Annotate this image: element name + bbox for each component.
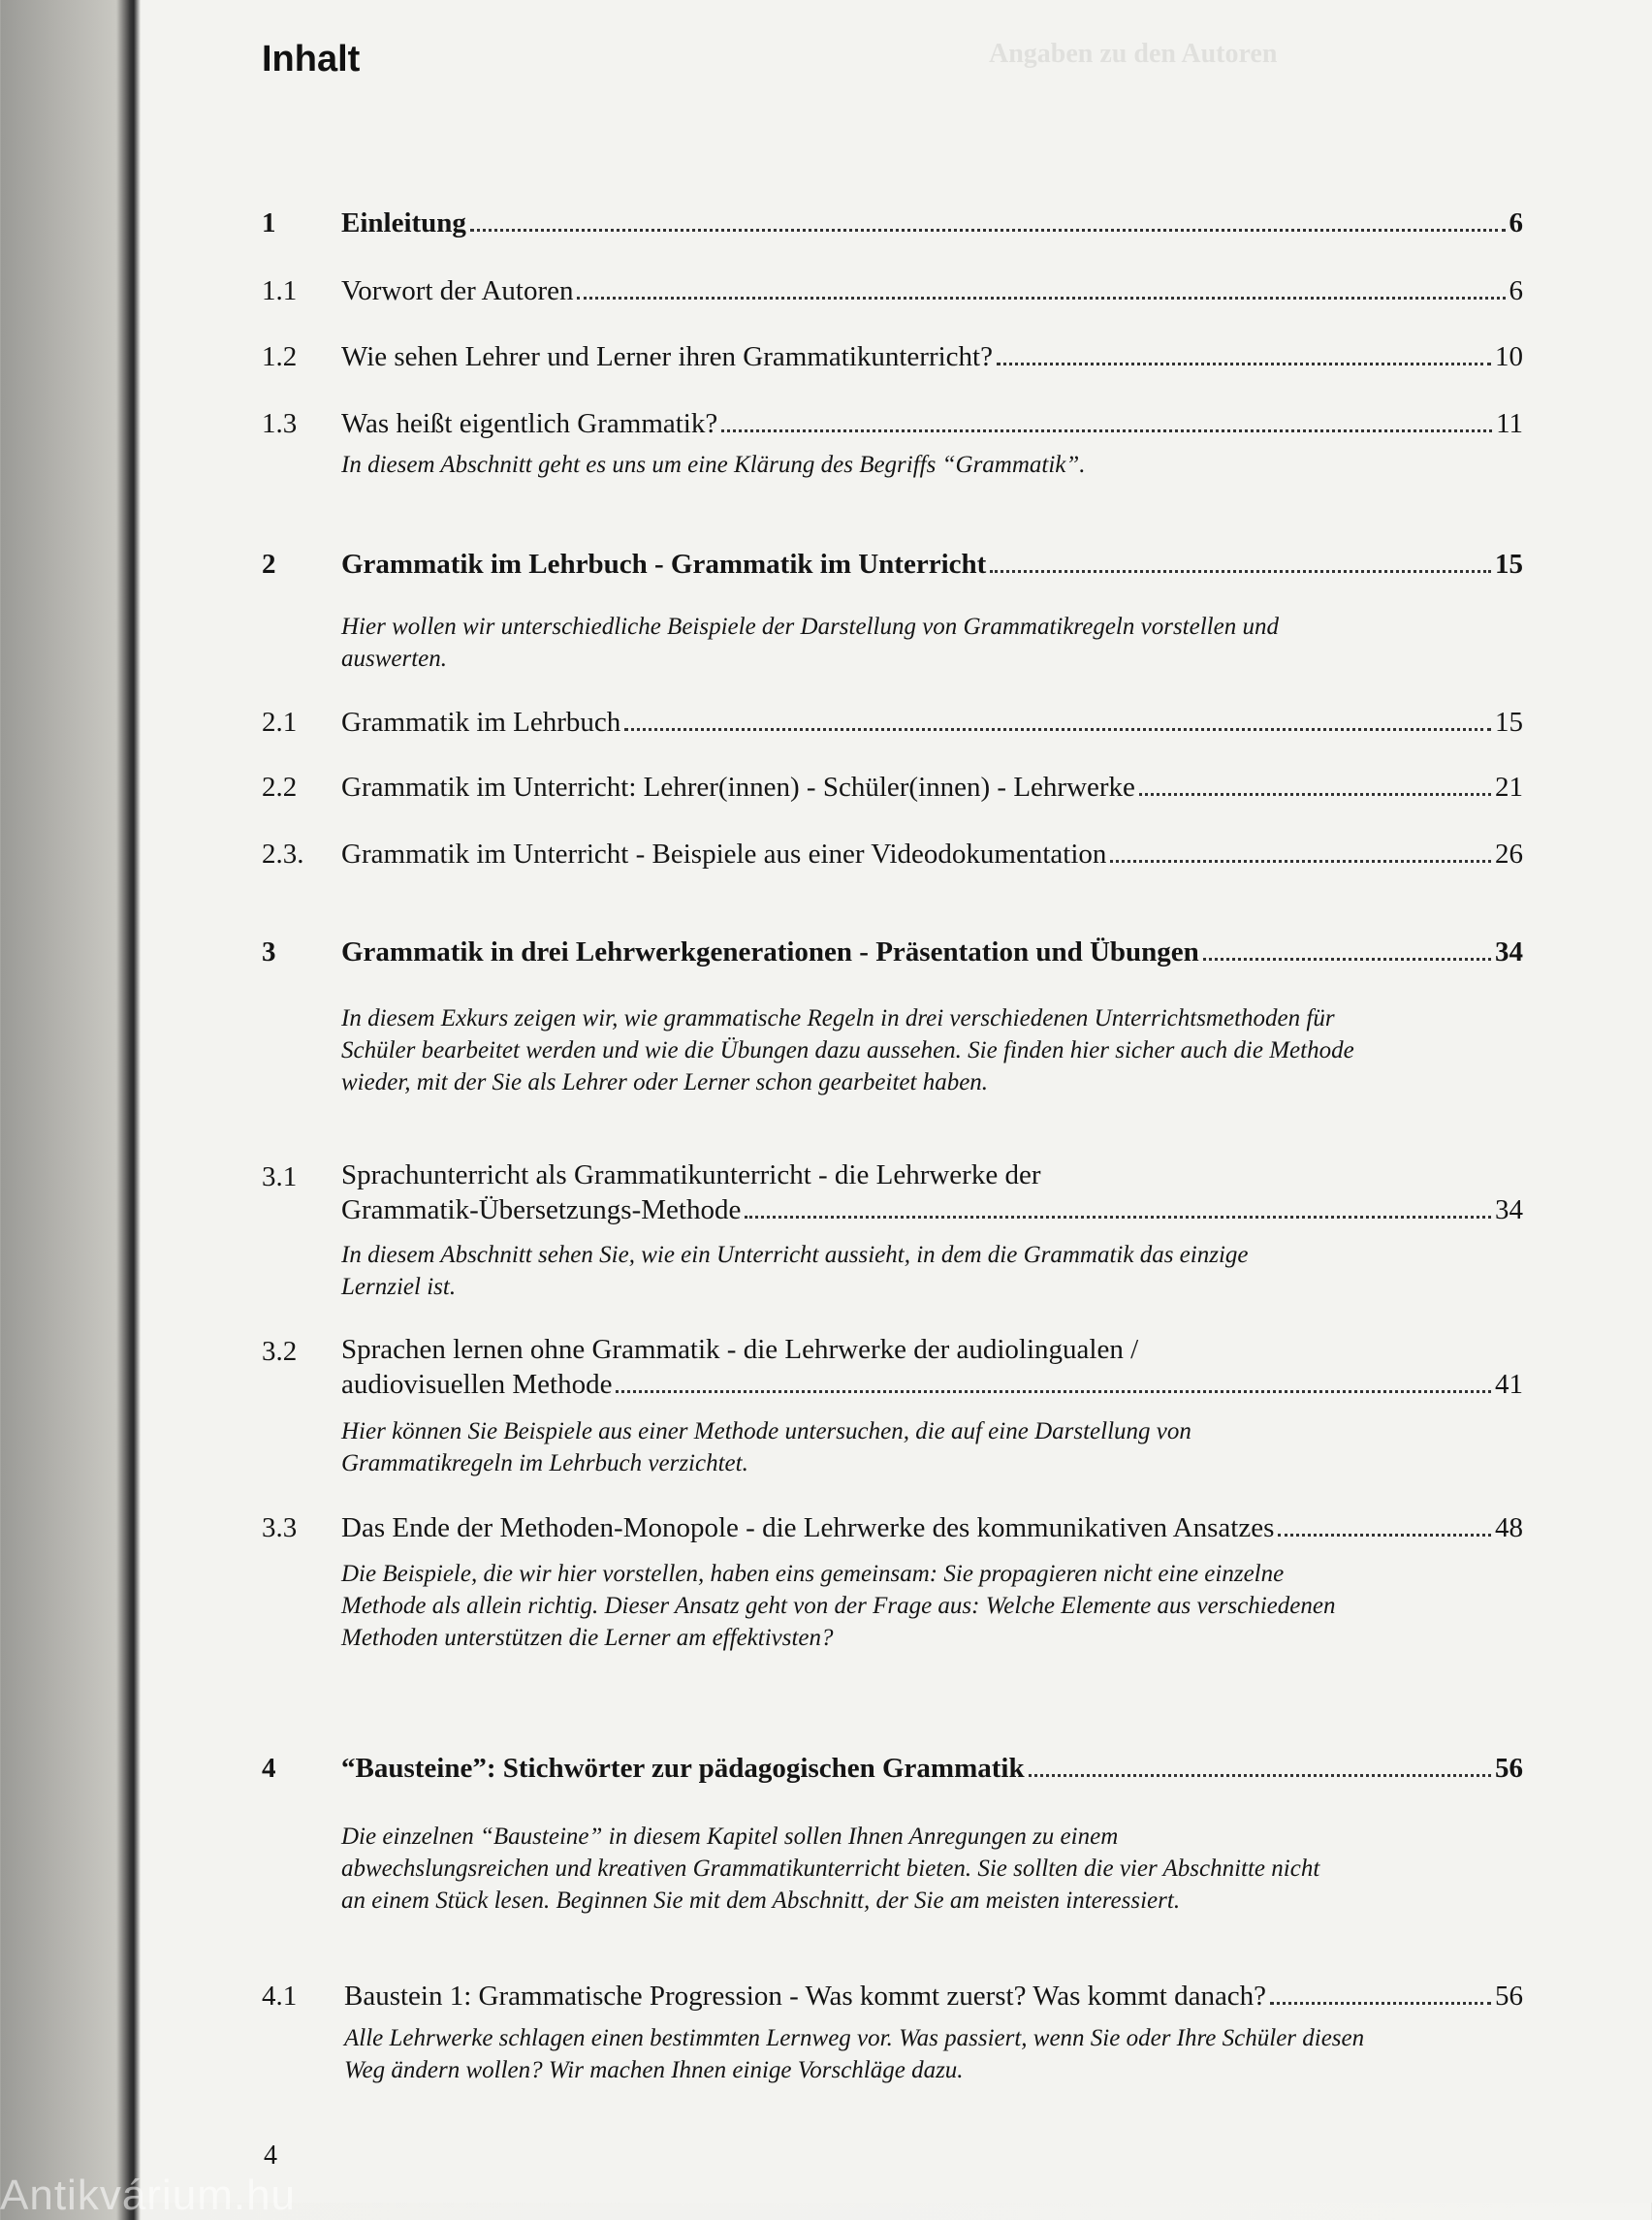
toc-title: Baustein 1: Grammatische Progression - Was kommt zuerst? Was kommt danach? <box>344 1981 1267 2012</box>
toc-description: Hier wollen wir unterschiedliche Beispiele der Darstellung von Grammatikregeln vorstellen und auswerten. <box>341 614 1279 672</box>
toc-number: 1.2 <box>262 341 298 372</box>
toc-number: 3.2 <box>262 1336 298 1367</box>
toc-title: Was heißt eigentlich Grammatik? <box>341 408 718 439</box>
toc-title: Grammatik im Unterricht - Beispiele aus einer Videodokumentation <box>341 839 1107 870</box>
toc-description: In diesem Abschnitt sehen Sie, wie ein Unterricht aussieht, in dem die Grammatik das einzige Lernziel ist. <box>341 1242 1249 1300</box>
page-title: Inhalt <box>262 39 361 79</box>
toc-page: 11 <box>1496 408 1523 439</box>
toc-number: 1 <box>262 207 276 238</box>
toc-entry <box>341 206 1523 240</box>
toc-title: Grammatik im Unterricht: Lehrer(innen) - Schüler(innen) - Lehrwerke <box>341 772 1135 803</box>
toc-entry <box>341 1510 1523 1545</box>
leader-dots <box>1139 793 1491 796</box>
leader-dots <box>990 570 1491 573</box>
toc-page: 15 <box>1495 549 1523 580</box>
toc-title: Das Ende der Methoden-Monopole - die Lehrwerke des kommunikativen Ansatzes <box>341 1512 1275 1543</box>
toc-page: 6 <box>1509 275 1523 306</box>
toc-page: 21 <box>1495 772 1523 803</box>
leader-dots <box>577 297 1505 300</box>
page-number: 4 <box>264 2141 277 2171</box>
toc-page: 34 <box>1495 936 1523 967</box>
toc-number: 3.1 <box>262 1161 298 1192</box>
toc-entry <box>341 1192 1523 1227</box>
toc-title: Wie sehen Lehrer und Lerner ihren Grammatikunterricht? <box>341 341 993 372</box>
toc-entry <box>341 770 1523 805</box>
toc-page: 15 <box>1495 707 1523 738</box>
toc-number: 4.1 <box>262 1981 298 2012</box>
toc-number: 3 <box>262 936 276 967</box>
leader-dots <box>1270 2002 1491 2005</box>
toc-number: 2.3. <box>262 839 304 870</box>
toc-entry <box>341 935 1523 969</box>
toc-entry <box>341 273 1523 308</box>
toc-title: audiovisuellen Methode <box>341 1369 613 1400</box>
toc-page: 48 <box>1495 1512 1523 1543</box>
toc-title: Grammatik im Lehrbuch <box>341 707 621 738</box>
toc-title-line: Sprachen lernen ohne Grammatik - die Lehrwerke der audiolingualen / <box>341 1334 1139 1365</box>
leader-dots <box>616 1390 1491 1393</box>
toc-number: 4 <box>262 1753 276 1784</box>
leader-dots <box>721 429 1492 432</box>
toc-description: Hier können Sie Beispiele aus einer Methode untersuchen, die auf eine Darstellung von Grammatikregeln im Lehrbuch verzichtet. <box>341 1418 1191 1476</box>
toc-title: “Bausteine”: Stichwörter zur pädagogischen Grammatik <box>341 1753 1025 1784</box>
toc-page: 56 <box>1495 1981 1523 2012</box>
toc-number: 1.3 <box>262 408 298 439</box>
watermark: Antikvárium.hu <box>0 2172 297 2219</box>
toc-page: 56 <box>1495 1753 1523 1784</box>
toc-title-line: Sprachunterricht als Grammatikunterricht - die Lehrwerke der <box>341 1159 1041 1190</box>
leader-dots <box>470 229 1506 232</box>
leader-dots <box>1278 1534 1491 1537</box>
leader-dots <box>624 728 1491 731</box>
leader-dots <box>1110 860 1491 863</box>
toc-page: 10 <box>1495 341 1523 372</box>
bleed-through-text: Angaben zu den Autoren <box>989 39 1278 69</box>
toc-entry <box>341 705 1523 740</box>
toc-description: Die Beispiele, die wir hier vorstellen, haben eins gemeinsam: Sie propagieren nicht eine einzelne Methode als allein richtig. Dieser Ansatz geht von der Frage aus: Welche Elemente aus verschiedenen Methoden unterstützen die Lerner am effektivsten? <box>341 1561 1336 1651</box>
leader-dots <box>1203 958 1491 961</box>
toc-entry <box>344 1979 1523 2014</box>
toc-number: 2.1 <box>262 707 298 738</box>
toc-description: In diesem Exkurs zeigen wir, wie grammatische Regeln in drei verschiedenen Unterrichtsmethoden für Schüler bearbeitet werden und wie die Übungen dazu aussehen. Sie finden hier sicher auch die Methode wieder, mit der Sie als Lehrer oder Lerner schon gearbeitet haben. <box>341 1005 1354 1095</box>
toc-entry <box>341 837 1523 872</box>
toc-title: Grammatik im Lehrbuch - Grammatik im Unterricht <box>341 549 987 580</box>
toc-page: 34 <box>1495 1194 1523 1225</box>
leader-dots <box>745 1216 1491 1219</box>
toc-number: 2.2 <box>262 772 298 803</box>
toc-entry <box>341 339 1523 374</box>
toc-entry <box>341 547 1523 582</box>
toc-entry <box>341 1751 1523 1786</box>
toc-description: Die einzelnen “Bausteine” in diesem Kapitel sollen Ihnen Anregungen zu einem abwechslungsreichen und kreativen Grammatikunterricht bieten. Sie sollten die vier Abschnitte nicht an einem Stück lesen. Beginnen Sie mit dem Abschnitt, der Sie am meisten interessiert. <box>341 1824 1320 1914</box>
toc-page: 26 <box>1495 839 1523 870</box>
toc-number: 1.1 <box>262 275 298 306</box>
toc-number: 2 <box>262 549 276 580</box>
toc-entry <box>341 406 1523 441</box>
leader-dots <box>997 363 1491 365</box>
toc-page: 41 <box>1495 1369 1523 1400</box>
leader-dots <box>1029 1774 1491 1777</box>
toc-description: Alle Lehrwerke schlagen einen bestimmten Lernweg vor. Was passiert, wenn Sie oder Ihre Schüler diesen Weg ändern wollen? Wir machen Ihnen einige Vorschläge dazu. <box>344 2025 1365 2083</box>
toc-page: 6 <box>1509 207 1523 238</box>
toc-entry <box>341 1367 1523 1402</box>
toc-description: In diesem Abschnitt geht es uns um eine Klärung des Begriffs “Grammatik”. <box>341 452 1086 478</box>
toc-title: Grammatik in drei Lehrwerkgenerationen - Präsentation und Übungen <box>341 936 1199 967</box>
toc-title: Grammatik-Übersetzungs-Methode <box>341 1194 742 1225</box>
toc-title: Vorwort der Autoren <box>341 275 574 306</box>
toc-number: 3.3 <box>262 1512 298 1543</box>
toc-title: Einleitung <box>341 207 466 238</box>
